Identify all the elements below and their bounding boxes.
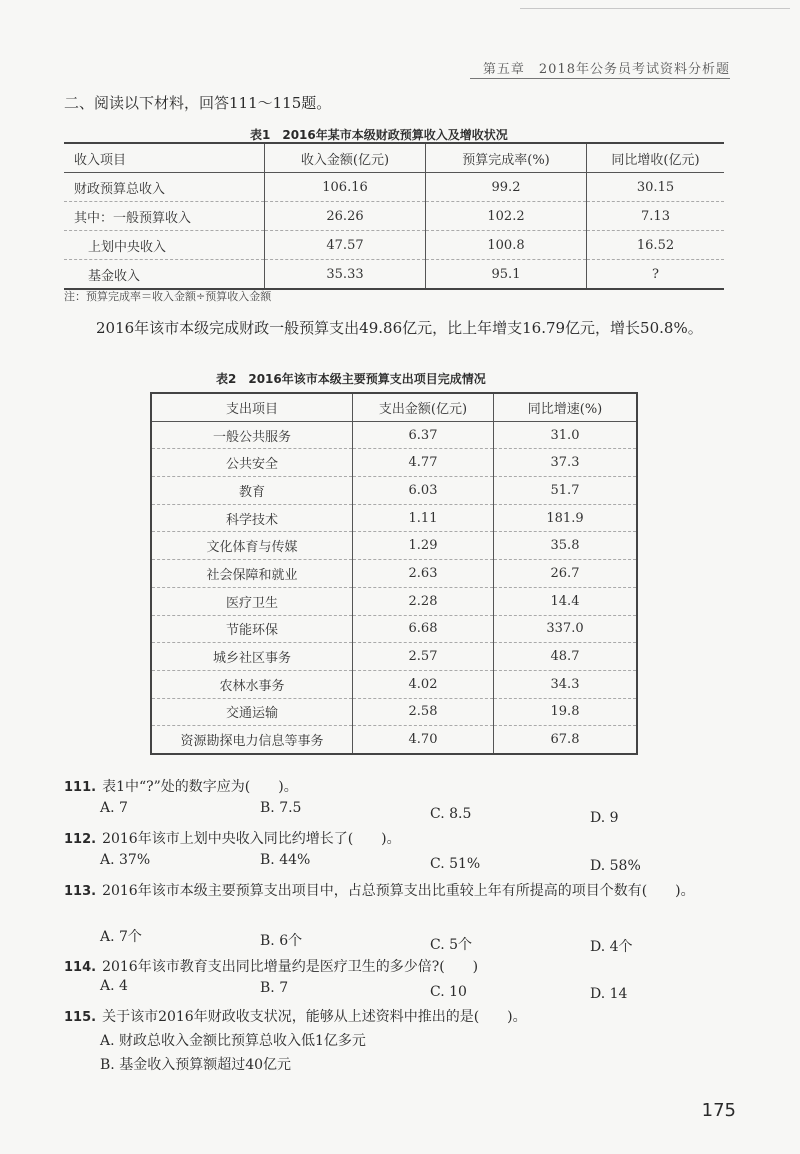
table-cell: 1.11 xyxy=(353,504,494,532)
question-text: 2016年该市教育支出同比增量约是医疗卫生的多少倍?( ) xyxy=(102,959,479,975)
table-cell: 文化体育与传媒 xyxy=(151,532,353,560)
table-cell: 社会保障和就业 xyxy=(151,560,353,588)
column-header: 预算完成率(%) xyxy=(426,143,587,173)
option-d: D. 9 xyxy=(590,810,619,826)
table-cell: 35.8 xyxy=(494,532,638,560)
question-number: 111. xyxy=(64,780,97,795)
question-number: 113. xyxy=(64,884,97,899)
table-cell: 30.15 xyxy=(587,173,725,202)
column-header: 收入金额(亿元) xyxy=(265,143,426,173)
column-header: 同比增收(亿元) xyxy=(587,143,725,173)
table-cell: 2.28 xyxy=(353,587,494,615)
table-row xyxy=(151,532,637,560)
table-cell: 7.13 xyxy=(587,202,725,231)
table-cell: 47.57 xyxy=(265,231,426,260)
table-cell: 上划中央收入 xyxy=(64,231,265,260)
table-cell: 科学技术 xyxy=(151,504,353,532)
option-d: D. 4个 xyxy=(590,939,633,955)
table-cell: 6.37 xyxy=(353,421,494,449)
option-b: B. 7.5 xyxy=(260,800,302,816)
table-cell: 26.7 xyxy=(494,560,638,588)
table-row xyxy=(64,202,724,231)
table-cell: 1.29 xyxy=(353,532,494,560)
table-cell: 6.03 xyxy=(353,477,494,505)
table-cell: 医疗卫生 xyxy=(151,587,353,615)
question-111 xyxy=(64,776,298,796)
running-header: 第五章 2018年公务员考试资料分析题 xyxy=(482,62,730,77)
table-cell: 337.0 xyxy=(494,615,638,643)
table-row xyxy=(151,504,637,532)
table2-caption: 表2 2016年该市本级主要预算支出项目完成情况 xyxy=(216,372,486,386)
option-d: D. 14 xyxy=(590,986,628,1002)
option-b: B. 7 xyxy=(260,980,289,996)
table-cell: 51.7 xyxy=(494,477,638,505)
question-115 xyxy=(64,1006,527,1026)
table-cell: 99.2 xyxy=(426,173,587,202)
table-cell: 37.3 xyxy=(494,449,638,477)
header-divider xyxy=(470,78,730,79)
table-row xyxy=(151,670,637,698)
table1 xyxy=(64,142,724,290)
table-cell: 48.7 xyxy=(494,643,638,671)
column-header: 支出项目 xyxy=(151,393,353,421)
table-cell: 34.3 xyxy=(494,670,638,698)
table-cell: 6.68 xyxy=(353,615,494,643)
body-paragraph: 2016年该市本级完成财政一般预算支出49.86亿元，比上年增支16.79亿元，增长50.8%。 xyxy=(96,319,703,337)
option-a: A. 财政总收入金额比预算总收入低1亿多元 xyxy=(100,1033,366,1049)
table-cell: 35.33 xyxy=(265,260,426,290)
question-text: 表1中“?”处的数字应为( )。 xyxy=(102,779,298,795)
table-cell: 4.77 xyxy=(353,449,494,477)
table-cell: 一般公共服务 xyxy=(151,421,353,449)
table-cell: 95.1 xyxy=(426,260,587,290)
table-cell: 农林水事务 xyxy=(151,670,353,698)
table-row xyxy=(64,231,724,260)
question-number: 112. xyxy=(64,832,97,847)
question-text: 2016年该市上划中央收入同比约增长了( )。 xyxy=(102,831,401,847)
table-cell: 2.58 xyxy=(353,698,494,726)
column-header: 支出金额(亿元) xyxy=(353,393,494,421)
option-c: C. 5个 xyxy=(430,937,473,953)
table1-caption: 表1 2016年某市本级财政预算收入及增收状况 xyxy=(250,128,508,142)
table-cell: 16.52 xyxy=(587,231,725,260)
table-cell: 公共安全 xyxy=(151,449,353,477)
table-cell: 基金收入 xyxy=(64,260,265,290)
table-row xyxy=(151,643,637,671)
option-c: C. 10 xyxy=(430,984,467,1000)
table-cell: 城乡社区事务 xyxy=(151,643,353,671)
table-cell: ? xyxy=(587,260,725,290)
table-cell: 102.2 xyxy=(426,202,587,231)
column-header: 同比增速(%) xyxy=(494,393,638,421)
table-row xyxy=(64,173,724,202)
table-row xyxy=(151,726,637,754)
table-cell: 67.8 xyxy=(494,726,638,754)
table-cell: 106.16 xyxy=(265,173,426,202)
table-cell: 节能环保 xyxy=(151,615,353,643)
question-114 xyxy=(64,956,478,976)
table1-note: 注：预算完成率＝收入金额÷预算收入金额 xyxy=(64,290,272,303)
question-112 xyxy=(64,828,401,848)
table-row xyxy=(151,587,637,615)
table-cell: 4.70 xyxy=(353,726,494,754)
option-a: A. 37% xyxy=(100,852,151,868)
table-cell: 26.26 xyxy=(265,202,426,231)
question-text: 2016年该市本级主要预算支出项目中，占总预算支出比重较上年有所提高的项目个数有( )。 xyxy=(102,883,695,899)
table-row xyxy=(151,421,637,449)
table-cell: 资源勘探电力信息等事务 xyxy=(151,726,353,754)
option-d: D. 58% xyxy=(590,858,641,874)
table-row xyxy=(151,698,637,726)
table-cell: 14.4 xyxy=(494,587,638,615)
question-number: 115. xyxy=(64,1010,97,1025)
table-cell: 教育 xyxy=(151,477,353,505)
table-cell: 财政预算总收入 xyxy=(64,173,265,202)
option-c: C. 51% xyxy=(430,856,481,872)
table-cell: 19.8 xyxy=(494,698,638,726)
page-number: 175 xyxy=(701,1100,736,1121)
table-cell: 4.02 xyxy=(353,670,494,698)
table-row xyxy=(151,449,637,477)
option-a: A. 7个 xyxy=(100,929,142,945)
option-a: A. 4 xyxy=(100,978,128,994)
table-row xyxy=(151,560,637,588)
table-row xyxy=(151,477,637,505)
table-cell: 100.8 xyxy=(426,231,587,260)
option-c: C. 8.5 xyxy=(430,806,472,822)
table-cell: 2.57 xyxy=(353,643,494,671)
option-b: B. 44% xyxy=(260,852,311,868)
table-cell: 181.9 xyxy=(494,504,638,532)
table-cell: 31.0 xyxy=(494,421,638,449)
table-cell: 2.63 xyxy=(353,560,494,588)
option-b: B. 基金收入预算额超过40亿元 xyxy=(100,1057,292,1073)
table-row xyxy=(151,615,637,643)
column-header: 收入项目 xyxy=(64,143,265,173)
top-scan-rule xyxy=(520,8,790,9)
option-a: A. 7 xyxy=(100,800,128,816)
table2-header-row xyxy=(151,393,637,421)
option-b: B. 6个 xyxy=(260,933,303,949)
question-text: 关于该市2016年财政收支状况，能够从上述资料中推出的是( )。 xyxy=(102,1009,527,1025)
table-row xyxy=(64,260,724,290)
table1-header-row xyxy=(64,143,724,173)
table2 xyxy=(150,392,638,755)
question-113 xyxy=(64,880,740,903)
table-cell: 交通运输 xyxy=(151,698,353,726)
question-number: 114. xyxy=(64,960,97,975)
section-title: 二、阅读以下材料，回答111～115题。 xyxy=(64,94,332,112)
table-cell: 其中：一般预算收入 xyxy=(64,202,265,231)
